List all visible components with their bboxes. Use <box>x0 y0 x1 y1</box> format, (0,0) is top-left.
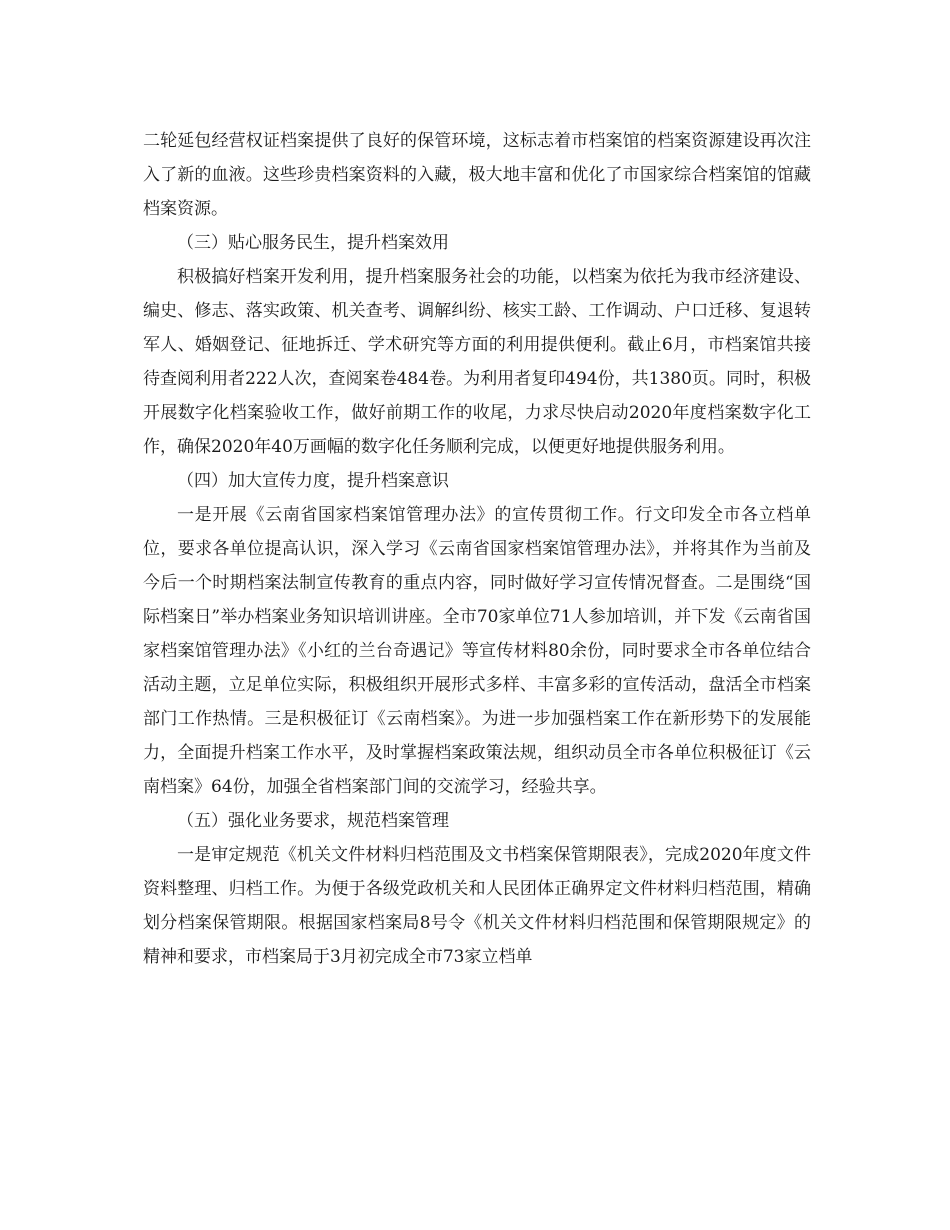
body-paragraph: 二轮延包经营权证档案提供了良好的保管环境，这标志着市档案馆的档案资源建设再次注入了新的血液。这些珍贵档案资料的入藏，极大地丰富和优化了市国家综合档案馆的馆藏档案资源。 <box>143 131 811 219</box>
body-paragraph: 一是开展《云南省国家档案馆管理办法》的宣传贯彻工作。行文印发全市各立档单位，要求各单位提高认识，深入学习《云南省国家档案馆管理办法》，并将其作为当前及今后一个时期档案法制宣传教育的重点内容，同时做好学习宣传情况督查。二是围绕“国际档案日”举办档案业务知识培训讲座。全市70家单位71人参加培训，并下发《云南省国家档案馆管理办法》《小红的兰台奇遇记》等宣传材料80余份，同时要求全市各单位结合活动主题，立足单位实际，积极组织开展形式多样、丰富多彩的宣传活动，盘活全市档案部门工作热情。三是积极征订《云南档案》。为进一步加强档案工作在新形势下的发展能力，全面提升档案工作水平，及时掌握档案政策法规，组织动员全市各单位积极征订《云南档案》64份，加强全省档案部门间的交流学习，经验共享。 <box>143 505 811 797</box>
body-paragraph: 积极搞好档案开发利用，提升档案服务社会的功能，以档案为依托为我市经济建设、编史、修志、落实政策、机关查考、调解纠纷、核实工龄、工作调动、户口迁移、复退转军人、婚姻登记、征地拆迁、学术研究等方面的利用提供便利。截止6月，市档案馆共接待查阅利用者222人次，查阅案卷484卷。为利用者复印494份，共1380页。同时，积极开展数字化档案验收工作，做好前期工作的收尾，力求尽快启动2020年度档案数字化工作，确保2020年40万画幅的数字化任务顺利完成，以便更好地提供服务利用。 <box>143 267 811 457</box>
section-heading: （五）强化业务要求，规范档案管理 <box>177 811 449 831</box>
section-heading: （三）贴心服务民生，提升档案效用 <box>177 233 449 253</box>
section-heading: （四）加大宣传力度，提升档案意识 <box>177 471 449 491</box>
body-paragraph: 一是审定规范《机关文件材料归档范围及文书档案保管期限表》，完成2020年度文件资料整理、归档工作。为便于各级党政机关和人民团体正确界定文件材料归档范围，精确划分档案保管期限。根据国家档案局8号令《机关文件材料归档范围和保管期限规定》的精神和要求，市档案局于3月初完成全市73家立档单 <box>143 845 811 967</box>
document-body <box>143 124 811 974</box>
